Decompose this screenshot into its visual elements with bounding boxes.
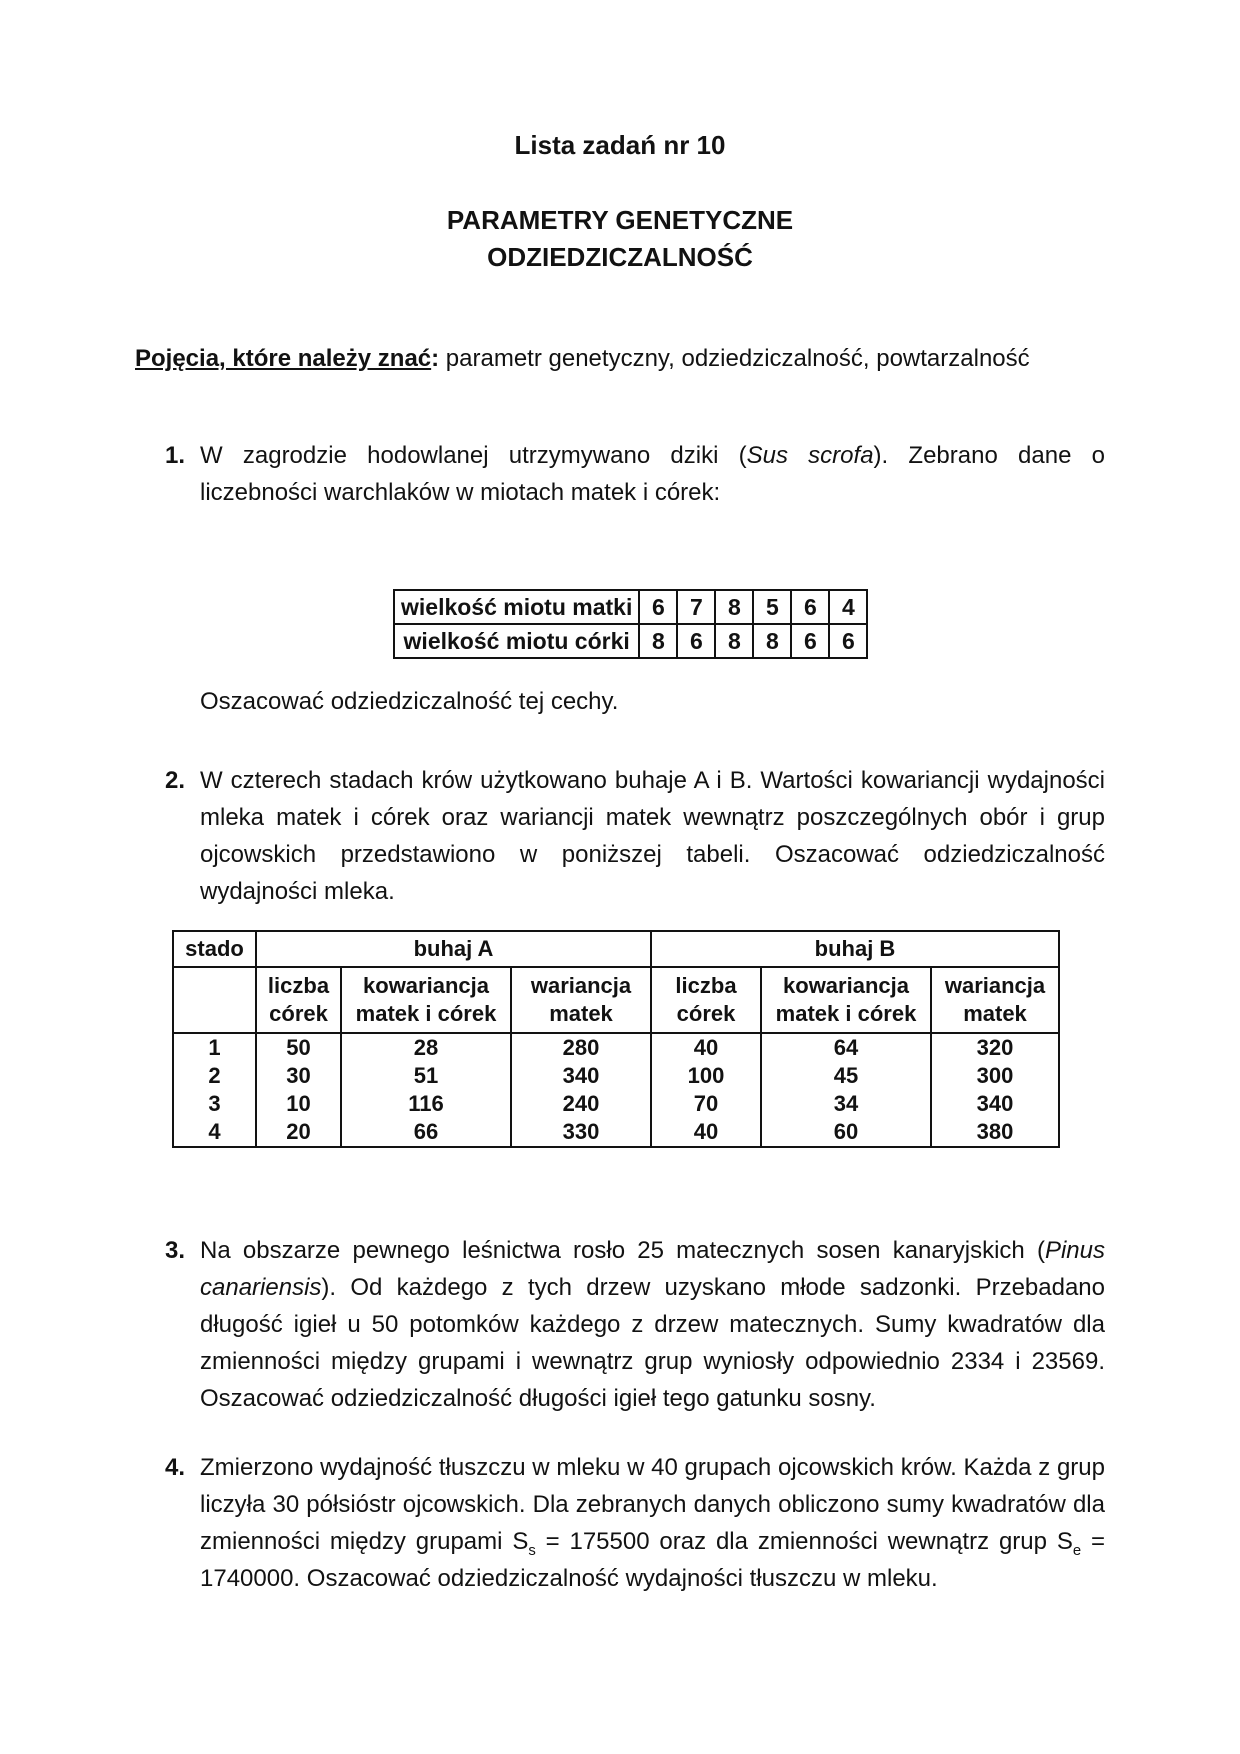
table-header-row-groups bbox=[173, 931, 1059, 967]
table-cell: 6 bbox=[639, 590, 677, 624]
task-1-closing: Oszacować odziedziczalność tej cechy. bbox=[200, 688, 619, 715]
table-cell: 34 bbox=[761, 1090, 931, 1118]
stado-cell: 2 bbox=[173, 1062, 256, 1090]
concepts-line bbox=[135, 340, 1105, 377]
table-cell: 40 bbox=[651, 1033, 761, 1062]
table-row bbox=[394, 624, 867, 658]
table-row bbox=[173, 1033, 1059, 1062]
task-3 bbox=[135, 1232, 1105, 1417]
concepts-terms: parametr genetyczny, odziedziczalność, powtarzalność bbox=[439, 345, 1030, 372]
table-cell: 60 bbox=[761, 1118, 931, 1147]
task-4-text bbox=[200, 1449, 1105, 1597]
row-label-daughter-litter: wielkość miotu córki bbox=[394, 624, 639, 658]
table-cell: 70 bbox=[651, 1090, 761, 1118]
task-4-number: 4. bbox=[165, 1454, 186, 1481]
table-cell: 66 bbox=[341, 1118, 511, 1147]
table-cell: 8 bbox=[715, 624, 753, 658]
table-cell: 8 bbox=[639, 624, 677, 658]
table-cell: 280 bbox=[511, 1033, 651, 1062]
table-cell: 6 bbox=[677, 624, 715, 658]
table-cell: 6 bbox=[829, 624, 867, 658]
task-1-text-run-2: ). Zebrano dane o liczebności warchlaków w miotach matek i córek: bbox=[200, 442, 1105, 506]
table-cell: 30 bbox=[256, 1062, 341, 1090]
litter-size-table bbox=[393, 589, 868, 659]
task-1-number: 1. bbox=[165, 442, 186, 469]
table-cell: 20 bbox=[256, 1118, 341, 1147]
task-4 bbox=[135, 1449, 1105, 1597]
task-1-species-italic: Sus scrofa bbox=[746, 442, 874, 469]
table-row bbox=[173, 1090, 1059, 1118]
stado-cell: 3 bbox=[173, 1090, 256, 1118]
task-2-text: W czterech stadach krów użytkowano buhaje A i B. Wartości kowariancji wydajności mleka matek i córek oraz wariancji matek wewnątrz poszczególnych obór i grup ojcowskich przedstawiono w poniższej tabeli. Oszacować odziedziczalność wydajności mleka. bbox=[200, 767, 1105, 905]
subheader-cell: kowariancja matek i córek bbox=[761, 967, 931, 1033]
table-cell: 100 bbox=[651, 1062, 761, 1090]
doc-heading-line1: PARAMETRY GENETYCZNE bbox=[446, 205, 794, 235]
table-cell: 40 bbox=[651, 1118, 761, 1147]
stado-cell: 4 bbox=[173, 1118, 256, 1147]
table-cell: 330 bbox=[511, 1118, 651, 1147]
table-cell: 320 bbox=[931, 1033, 1059, 1062]
task-1-text-run-1: W zagrodzie hodowlanej utrzymywano dziki ( bbox=[200, 442, 747, 469]
table-row bbox=[394, 590, 867, 624]
task-2-number: 2. bbox=[165, 767, 186, 794]
table-header-row-columns bbox=[173, 967, 1059, 1033]
task-4-text-run-3: = 1740000. Oszacować odziedziczalność wydajności tłuszczu w mleku. bbox=[200, 1528, 1105, 1592]
table-cell: 5 bbox=[753, 590, 791, 624]
table-cell: 64 bbox=[761, 1033, 931, 1062]
table-cell: 340 bbox=[511, 1062, 651, 1090]
task-3-number: 3. bbox=[165, 1237, 186, 1264]
task-4-text-run-1: Zmierzono wydajność tłuszczu w mleku w 40 grupach ojcowskich krów. Każda z grup liczyła 30 półsióstr ojcowskich. Dla zebranych danych obliczono sumy kwadratów dla zmienności między grupami S bbox=[200, 1454, 1105, 1555]
subheader-cell: kowariancja matek i córek bbox=[341, 967, 511, 1033]
table-cell: 300 bbox=[931, 1062, 1059, 1090]
task-1 bbox=[135, 437, 1105, 511]
table-cell: 380 bbox=[931, 1118, 1059, 1147]
bull-covariance-table bbox=[172, 930, 1060, 1148]
concepts-label: Pojęcia, które należy znać bbox=[135, 345, 432, 372]
table-cell: 8 bbox=[753, 624, 791, 658]
subheader-cell: liczba córek bbox=[651, 967, 761, 1033]
table-cell: 8 bbox=[715, 590, 753, 624]
table-cell: 28 bbox=[341, 1033, 511, 1062]
doc-heading-line2: ODZIEDZICZALNOŚĆ bbox=[487, 242, 753, 272]
header-bull-b: buhaj B bbox=[651, 931, 1059, 967]
empty-corner-cell bbox=[173, 967, 256, 1033]
table-cell: 51 bbox=[341, 1062, 511, 1090]
table-cell: 6 bbox=[791, 590, 829, 624]
task-2 bbox=[135, 762, 1105, 910]
task-1-text bbox=[200, 437, 1105, 511]
task-3-text bbox=[200, 1232, 1105, 1417]
table-cell: 45 bbox=[761, 1062, 931, 1090]
task-4-subscript-s: s bbox=[528, 1542, 536, 1559]
table-cell: 4 bbox=[829, 590, 867, 624]
subheader-cell: wariancja matek bbox=[931, 967, 1059, 1033]
task-3-species-italic: Pinus canariensis bbox=[200, 1237, 1105, 1301]
task-3-text-run-2: ). Od każdego z tych drzew uzyskano młode sadzonki. Przebadano długość igieł u 50 potomków każdego z drzew matecznych. Sumy kwadratów dla zmienności między grupami i wewnątrz grup wyniosły odpowiednio 2334 i 23569. Oszacować odziedziczalność długości igieł tego gatunku sosny. bbox=[200, 1274, 1105, 1412]
header-bull-a: buhaj A bbox=[256, 931, 651, 967]
subheader-cell: wariancja matek bbox=[511, 967, 651, 1033]
page-title: Lista zadań nr 10 bbox=[514, 130, 726, 160]
table-row bbox=[173, 1062, 1059, 1090]
table-cell: 50 bbox=[256, 1033, 341, 1062]
table-cell: 240 bbox=[511, 1090, 651, 1118]
subheader-cell: liczba córek bbox=[256, 967, 341, 1033]
table-cell: 6 bbox=[791, 624, 829, 658]
task-4-subscript-e: e bbox=[1072, 1542, 1082, 1559]
task-4-text-run-2: = 175500 oraz dla zmienności wewnątrz grup S bbox=[535, 1528, 1073, 1555]
table-cell: 116 bbox=[341, 1090, 511, 1118]
row-label-mother-litter: wielkość miotu matki bbox=[394, 590, 639, 624]
stado-cell: 1 bbox=[173, 1033, 256, 1062]
task-3-text-run-1: Na obszarze pewnego leśnictwa rosło 25 matecznych sosen kanaryjskich ( bbox=[200, 1237, 1045, 1264]
table-cell: 10 bbox=[256, 1090, 341, 1118]
table-cell: 340 bbox=[931, 1090, 1059, 1118]
concepts-separator: : bbox=[431, 345, 440, 372]
table-row bbox=[173, 1118, 1059, 1147]
header-stado: stado bbox=[173, 931, 256, 967]
table-cell: 7 bbox=[677, 590, 715, 624]
